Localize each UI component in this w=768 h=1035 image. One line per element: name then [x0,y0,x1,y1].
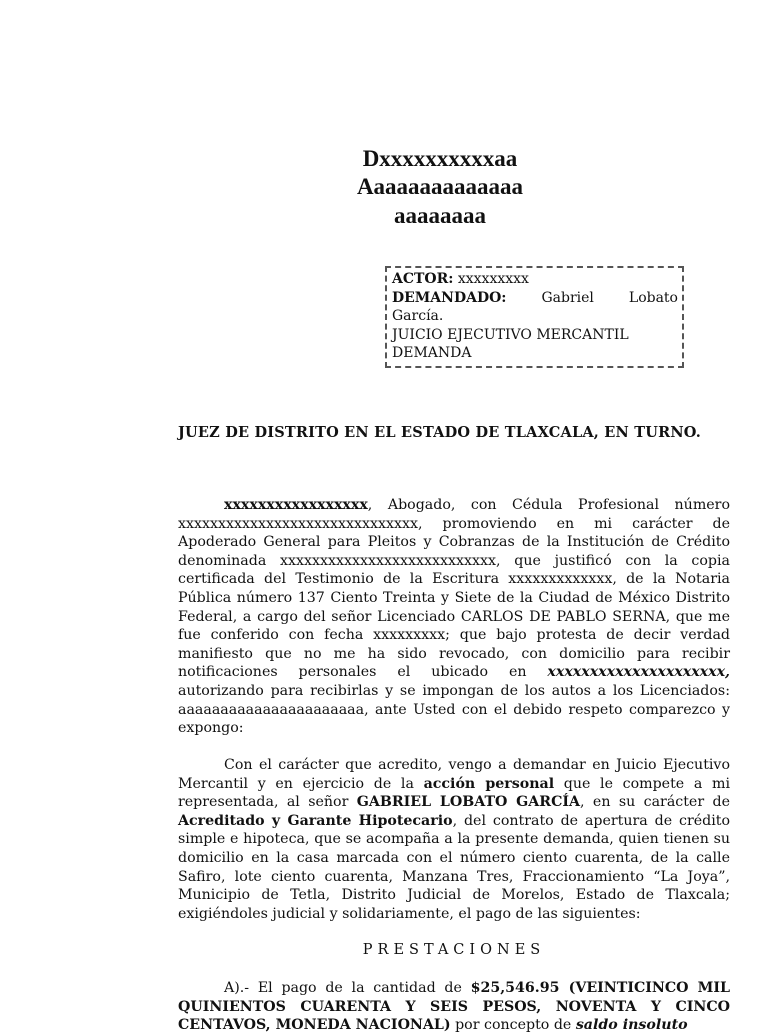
paragraph-2-text-4: , del contrato de apertura de crédito simple e hipoteca, que se acompaña a la presente demanda, quien tienen su domicilio en la casa marcada con el número ciento cuarenta, de la calle Safiro, lote ciento cuarenta, Manzana Tres, Fraccionamiento “La Joya”, Municipio de Tetla, Distrito Judicial de Morelos, Estado de Tlaxcala; exigiéndoles judicial y solidariamente, el pago de las siguientes: [178,812,730,922]
defendant-value-3: García. [392,308,444,324]
paragraph-prestacion-a [178,979,730,1035]
paragraph-2-bold-3: Acreditado y Garante Hipotecario [178,812,453,829]
prestacion-a-bold-1: saldo insoluto [575,1017,688,1034]
defendant-label: DEMANDADO: [392,289,507,306]
heading-line-2: Aaaaaaaaaaaaaa [356,174,524,199]
heading-line-1: Dxxxxxxxxxxaa [362,146,518,171]
paragraph-attorney-intro [178,496,730,738]
paragraph-claim [178,756,730,923]
prestacion-a-amount: $25,546.95 (VEINTICINCO MIL QUINIENTOS CUARENTA Y SEIS PESOS, NOVENTA Y CINCO CENTAVOS, MONEDA NACIONAL) [178,980,730,1034]
defendant-name: GABRIEL LOBATO GARCÍA [356,794,581,811]
paragraph-2-text-2: que le compete a mi representada, al señor [178,775,730,811]
case-info-box [385,266,684,368]
actor-value: xxxxxxxxx [457,271,529,287]
defendant-value-2: Lobato [628,289,678,306]
paragraph-1-text-1: , Abogado, con Cédula Profesional número xxxxxxxxxxxxxxxxxxxxxxxxxxxxxx, promoviendo en mi carácter de Apoderado General para Pleitos y Cobranzas de la Institución de Crédito denominada xxxxxxxxxxxxxxxxxxxxxxxxxxx, que justificó con la copia certificada del Testimonio de la Escritura xxxxxxxxxxxxx, de la Notaria Pública número 137 Ciento Treinta y Siete de la Ciudad de México Distrito Federal, a cargo del señor Licenciado CARLOS DE PABLO SERNA, que me fue conferido con fecha xxxxxxxxx; que bajo protesta de decir verdad manifiesto que no me ha sido revocado, con domicilio para recibir notificaciones personales el ubicado en [178,497,730,681]
actor-row [392,270,678,289]
prestacion-a-prefix: A).- El pago de la cantidad de [224,980,471,996]
defendant-value-1: Gabriel [541,289,594,306]
defendant-row [392,289,678,308]
heading-line-3: aaaaaaaa [394,203,486,228]
attorney-name: xxxxxxxxxxxxxxxxx [224,497,368,513]
actor-label: ACTOR: [392,271,454,287]
section-title-prestaciones: PRESTACIONES [362,942,546,958]
trial-type: JUICIO EJECUTIVO MERCANTIL [392,326,629,343]
notification-address: xxxxxxxxxxxxxxxxxxxxx, [547,664,730,681]
paragraph-2-bold-1: acción personal [423,775,555,792]
paragraph-2-text-3: , en su carácter de [580,794,730,811]
paragraph-2-text-1: Con el carácter que acredito, vengo a demandar en Juicio Ejecutivo Mercantil y en ejercicio de la [178,757,730,792]
paragraph-1-text-2: autorizando para recibirlas y se impongan de los autos a los Licenciados: aaaaaaaaaaaaaaaaaaaaaa, ante Usted con el debido respeto comparezco y expongo: [178,682,730,737]
document-type: DEMANDA [392,345,472,361]
prestacion-a-text-1: por concepto de [450,1017,576,1034]
addressee: JUEZ DE DISTRITO EN EL ESTADO DE TLAXCALA, EN TURNO. [178,424,702,441]
